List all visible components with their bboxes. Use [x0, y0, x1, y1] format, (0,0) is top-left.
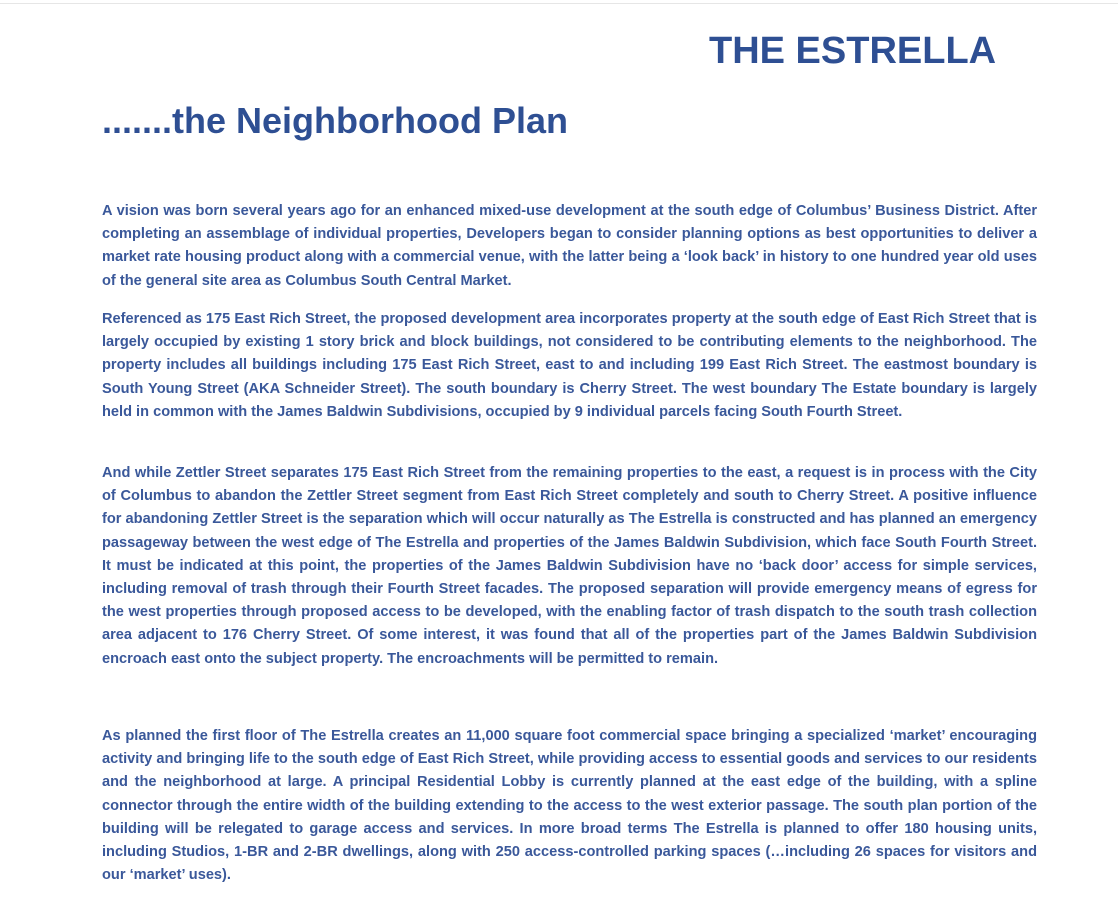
document-title: THE ESTRELLA [709, 30, 997, 72]
paragraph-vision: A vision was born several years ago for an enhanced mixed-use development at the south edge of Columbus’ Business District. After completing an assemblage of individual properties, Developers began to consider planning options as best opportunities to deliver a market rate housing product along with a commercial venue, with the latter being a ‘look back’ in history to one hundred year old uses of the general site area as Columbus South Central Market. [102, 203, 1037, 289]
paragraph-first-floor-plan: As planned the first floor of The Estrella creates an 11,000 square foot commercial space bringing a specialized ‘market’ encouraging activity and bringing life to the south edge of East Rich Street, while providing access to essential goods and services to our residents and the neighborhood at large. A principal Residential Lobby is currently planned at the east edge of the building, with a spline connector through the entire width of the building extending to the access to the west exterior passage. The south plan portion of the building will be relegated to garage access and services. In more broad terms The Estrella is planned to offer 180 housing units, including Studios, 1-BR and 2-BR dwellings, along with 250 access-controlled parking spaces (…including 26 spaces for visitors and our ‘market’ uses). [102, 728, 1037, 884]
paragraph-site-boundaries: Referenced as 175 East Rich Street, the proposed development area incorporates property at the south edge of East Rich Street that is largely occupied by existing 1 story brick and block buildings, not considered to be contributing elements to the neighborhood. The property includes all buildings including 175 East Rich Street, east to and including 199 East Rich Street. The eastmost boundary is South Young Street (AKA Schneider Street). The south boundary is Cherry Street. The west boundary The Estate boundary is largely held in common with the James Baldwin Subdivisions, occupied by 9 individual parcels facing South Fourth Street. [102, 311, 1037, 420]
section-heading: .......the Neighborhood Plan [102, 100, 568, 141]
paragraph-zettler-street: And while Zettler Street separates 175 East Rich Street from the remaining properties to the east, a request is in process with the City of Columbus to abandon the Zettler Street segment from East Rich Street completely and south to Cherry Street. A positive influence for abandoning Zettler Street is the separation which will occur naturally as The Estrella is constructed and has planned an emergency passageway between the west edge of The Estrella and properties of the James Baldwin Subdivision, which face South Fourth Street. It must be indicated at this point, the properties of the James Baldwin Subdivision have no ‘back door’ access for simple services, including removal of trash through their Fourth Street facades. The proposed separation will provide emergency means of egress for the west properties through proposed access to be developed, with the enabling factor of trash dispatch to the south trash collection area adjacent to 176 Cherry Street. Of some interest, it was found that all of the properties part of the James Baldwin Subdivision encroach east onto the subject property. The encroachments will be permitted to remain. [102, 465, 1037, 667]
top-divider [0, 3, 1118, 4]
